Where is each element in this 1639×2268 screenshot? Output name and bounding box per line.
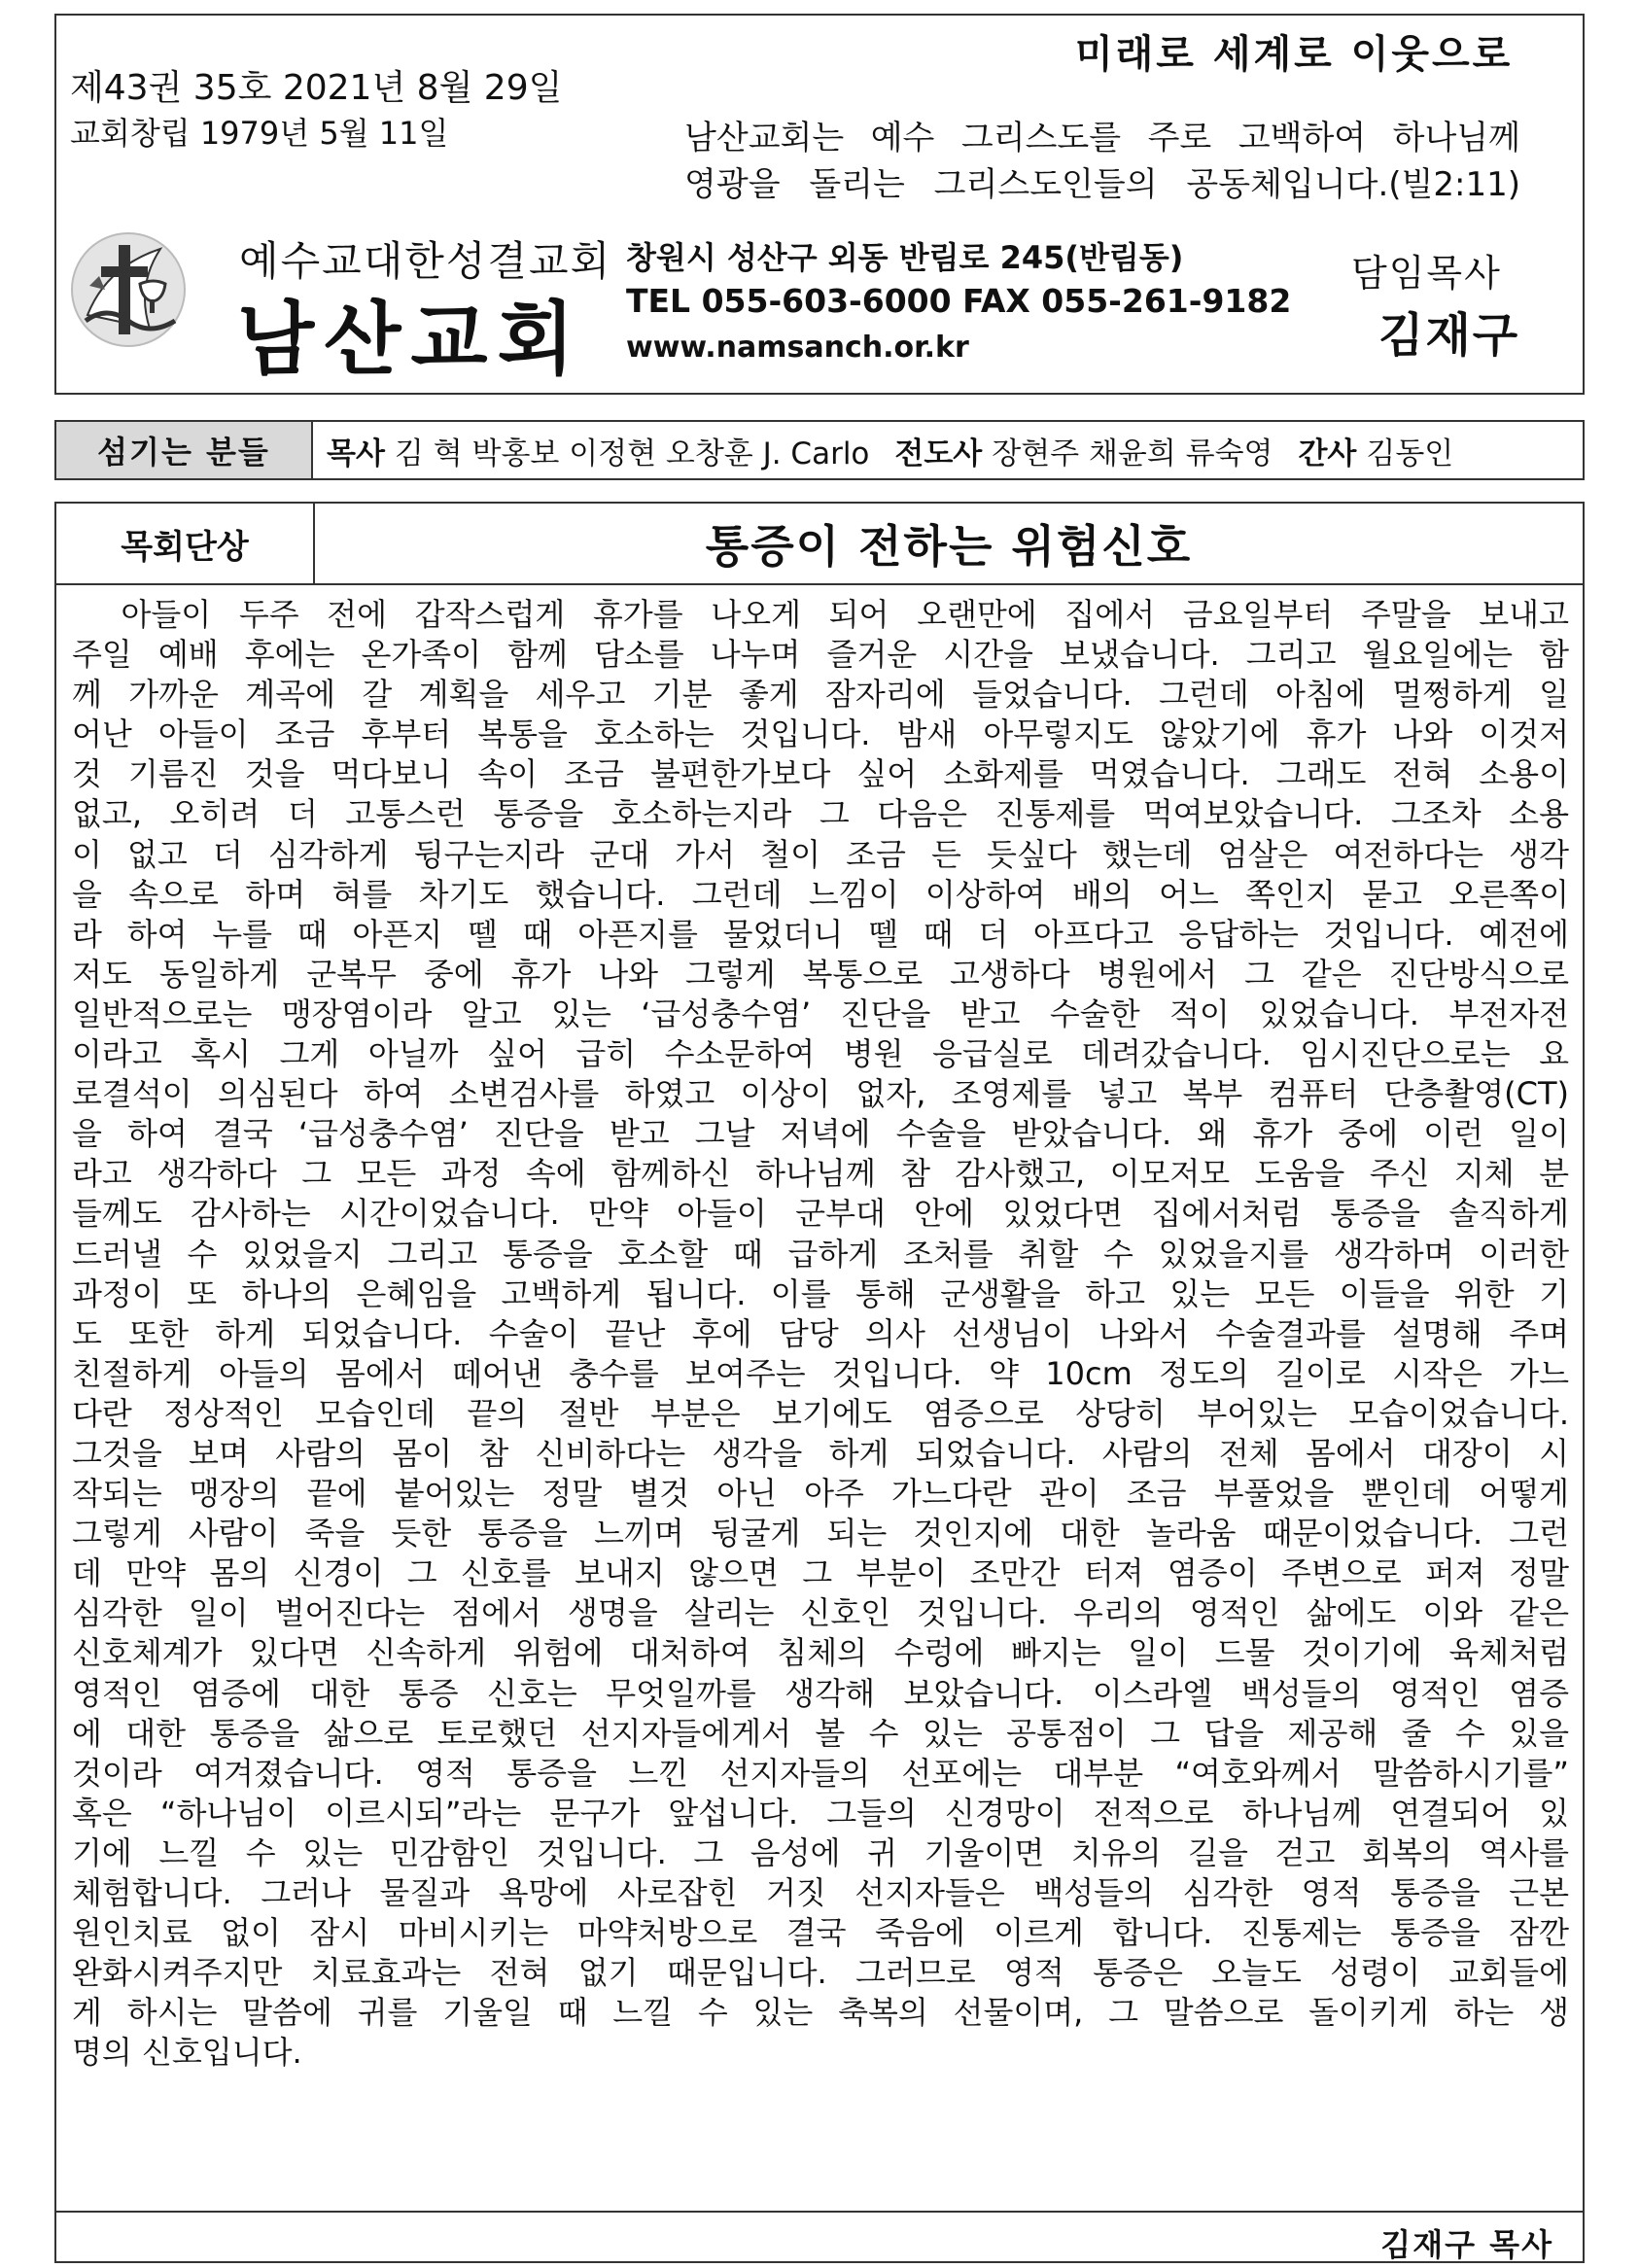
column-text-line: 라고 생각하다 그 모든 과정 속에 함께하신 하나님께 참 감사했고, 이모저모 도움을 주신 지체 분 (72, 1155, 1569, 1193)
column-text-line: 에 대한 통증을 삶으로 토로했던 선지자들에게서 볼 수 있는 공통점이 그 답을 제공해 줄 수 있을 (72, 1714, 1569, 1752)
staff-list (313, 422, 1479, 478)
column-title: 통증이 전하는 위험신호 (705, 520, 1193, 573)
staff-names-pastors: 김 혁 박홍보 이정현 오창훈 J. Carlo (394, 436, 870, 471)
issue-info: 제43권 35호 2021년 8월 29일 (70, 68, 563, 108)
senior-pastor-title: 담임목사 (1351, 252, 1502, 295)
column-text-line: 드러낼 수 있었을지 그리고 통증을 호소할 때 급하게 조처를 취할 수 있었을지를 생각하며 이러한 (72, 1235, 1569, 1273)
church-address: 창원시 성산구 외동 반림로 245(반림동) (626, 239, 1184, 276)
column-divider (56, 2211, 1583, 2213)
column-text-line: 원인치료 없이 잠시 마비시키는 마약처방으로 결국 죽음에 이르게 합니다. 진통제는 통증을 잠깐 (72, 1914, 1569, 1952)
column-text-line: 명의 신호입니다. (72, 2034, 302, 2072)
column-text-line: 것이라 여겨졌습니다. 영적 통증을 느낀 선지자들의 선포에는 대부분 “여호와께서 말씀하시기를” (72, 1754, 1569, 1792)
column-text-line: 없고, 오히려 더 고통스런 통증을 호소하는지라 그 다음은 진통제를 먹여보았습니다. 그조차 소용 (72, 795, 1569, 833)
mission-statement-line1: 남산교회는 예수 그리스도를 주로 고백하여 하나님께 (684, 119, 1520, 157)
church-logo-icon (68, 227, 194, 352)
staff-names-secretary: 김동인 (1366, 436, 1454, 471)
senior-pastor-name: 김재구 (1378, 308, 1520, 363)
column-label: 목회단상 (56, 504, 315, 583)
church-motto: 미래로 세계로 이웃으로 (1075, 32, 1514, 77)
column-text-line: 데 만약 몸의 신경이 그 신호를 보내지 않으면 그 부분이 조만간 터져 염증이 주변으로 퍼져 정말 (72, 1554, 1569, 1592)
church-name: 남산교회 (237, 294, 584, 386)
column-text-line: 과정이 또 하나의 은혜임을 고백하게 됩니다. 이를 통해 군생활을 하고 있는 모든 이들을 위한 기 (72, 1274, 1569, 1312)
column-text-line: 친절하게 아들의 몸에서 떼어낸 충수를 보여주는 것입니다. 약 10cm 정도의 길이로 시작은 가느 (72, 1354, 1569, 1392)
column-text-line: 을 속으로 하며 혀를 차기도 했습니다. 그런데 느낌이 이상하여 배의 어느 쪽인지 묻고 오른쪽이 (72, 875, 1569, 913)
mission-statement-line2: 영광을 돌리는 그리스도인들의 공동체입니다.(빌2:11) (684, 165, 1520, 204)
denomination-name: 예수교대한성결교회 (239, 237, 612, 285)
column-text-line: 저도 동일하게 군복무 중에 휴가 나와 그렇게 복통으로 고생하다 병원에서 그 같은 진단방식으로 (72, 955, 1569, 993)
staff-role-evangelists: 전도사 (894, 436, 983, 471)
staff-role-secretary: 간사 (1298, 436, 1357, 471)
column-text-line: 심각한 일이 벌어진다는 점에서 생명을 살리는 신호인 것입니다. 우리의 영적인 삶에도 이와 같은 (72, 1594, 1569, 1632)
column-author: 김재구 목사 (1380, 2226, 1553, 2263)
column-text-line: 어난 아들이 조금 후부터 복통을 호소하는 것입니다. 밤새 아무렇지도 않았기에 휴가 나와 이것저 (72, 715, 1569, 753)
column-text-line: 혹은 “하나님이 이르시되”라는 문구가 앞섭니다. 그들의 신경망이 전적으로 하나님께 연결되어 있 (72, 1794, 1569, 1832)
column-text-line: 아들이 두주 전에 갑작스럽게 휴가를 나오게 되어 오랜만에 집에서 금요일부터 주말을 보내고 (72, 596, 1569, 633)
column-text-line: 그렇게 사람이 죽을 듯한 통증을 느끼며 뒹굴게 되는 것인지에 대한 놀라움 때문이었습니다. 그런 (72, 1515, 1569, 1553)
column-text-line: 것 기름진 것을 먹다보니 속이 조금 불편한가보다 싶어 소화제를 먹였습니다. 그래도 전혀 소용이 (72, 755, 1569, 793)
column-body (72, 595, 1569, 2073)
column-text-line: 완화시켜주지만 치료효과는 전혀 없기 때문입니다. 그러므로 영적 통증은 오늘도 성령이 교회들에 (72, 1954, 1569, 1992)
church-website: www.namsanch.or.kr (626, 331, 969, 365)
column-text-line: 그것을 보며 사람의 몸이 참 신비하다는 생각을 하게 되었습니다. 사람의 전체 몸에서 대장이 시 (72, 1434, 1569, 1472)
column-text-line: 이라고 혹시 그게 아닐까 싶어 급히 수소문하여 병원 응급실로 데려갔습니다. 임시진단으로는 요 (72, 1035, 1569, 1073)
founding-date: 교회창립 1979년 5월 11일 (70, 115, 449, 152)
staff-role-pastors: 목사 (327, 436, 385, 471)
staff-label: 섬기는 분들 (56, 422, 313, 478)
column-text-line: 이 없고 더 심각하게 뒹구는지라 군대 가서 철이 조금 든 듯싶다 했는데 엄살은 여전하다는 생각 (72, 835, 1569, 873)
column-text-line: 들께도 감사하는 시간이었습니다. 만약 아들이 군부대 안에 있었다면 집에서처럼 통증을 솔직하게 (72, 1195, 1569, 1233)
column-text-line: 로결석이 의심된다 하여 소변검사를 하였고 이상이 없자, 조영제를 넣고 복부 컴퓨터 단층촬영(CT) (72, 1075, 1569, 1113)
column-header (56, 504, 1583, 585)
column-text-line: 작되는 맹장의 끝에 붙어있는 정말 별것 아닌 아주 가느다란 관이 조금 부풀었을 뿐인데 어떻게 (72, 1475, 1569, 1513)
staff-names-evangelists: 장현주 채윤희 류숙영 (992, 436, 1273, 471)
column-text-line: 체험합니다. 그러나 물질과 욕망에 사로잡힌 거짓 선지자들은 백성들의 심각한 영적 통증을 근본 (72, 1874, 1569, 1911)
column-text-line: 도 또한 하게 되었습니다. 수술이 끝난 후에 담당 의사 선생님이 나와서 수술결과를 설명해 주며 (72, 1314, 1569, 1352)
church-phone-fax: TEL 055-603-6000 FAX 055-261-9182 (626, 282, 1292, 320)
column-text-line: 신호체계가 있다면 신속하게 위험에 대처하여 침체의 수렁에 빠지는 일이 드물 것이기에 육체처럼 (72, 1634, 1569, 1672)
column-text-line: 께 가까운 계곡에 갈 계획을 세우고 기분 좋게 잠자리에 들었습니다. 그런데 아침에 멀쩡하게 일 (72, 676, 1569, 714)
staff-bar (54, 420, 1585, 480)
column-text-line: 을 하여 결국 ‘급성충수염’ 진단을 받고 그날 저녁에 수술을 받았습니다. 왜 휴가 중에 이런 일이 (72, 1115, 1569, 1153)
column-text-line: 라 하여 누를 때 아픈지 뗄 때 아픈지를 물었더니 뗄 때 더 아프다고 응답하는 것입니다. 예전에 (72, 915, 1569, 953)
column-text-line: 다란 정상적인 모습인데 끝의 절반 부분은 보기에도 염증으로 상당히 부어있는 모습이었습니다. (72, 1394, 1569, 1432)
column-text-line: 게 하시는 말씀에 귀를 기울일 때 느낄 수 있는 축복의 선물이며, 그 말씀으로 돌이키게 하는 생 (72, 1994, 1569, 2032)
pastoral-column (54, 502, 1585, 2263)
column-text-line: 주일 예배 후에는 온가족이 함께 담소를 나누며 즐거운 시간을 보냈습니다. 그리고 월요일에는 함 (72, 636, 1569, 674)
column-text-line: 기에 느낄 수 있는 민감함인 것입니다. 그 음성에 귀 기울이면 치유의 길을 걷고 회복의 역사를 (72, 1833, 1569, 1871)
column-text-line: 영적인 염증에 대한 통증 신호는 무엇일까를 생각해 보았습니다. 이스라엘 백성들의 영적인 염증 (72, 1674, 1569, 1712)
column-text-line: 일반적으로는 맹장염이라 알고 있는 ‘급성충수염’ 진단을 받고 수술한 적이 있었습니다. 부전자전 (72, 994, 1569, 1032)
